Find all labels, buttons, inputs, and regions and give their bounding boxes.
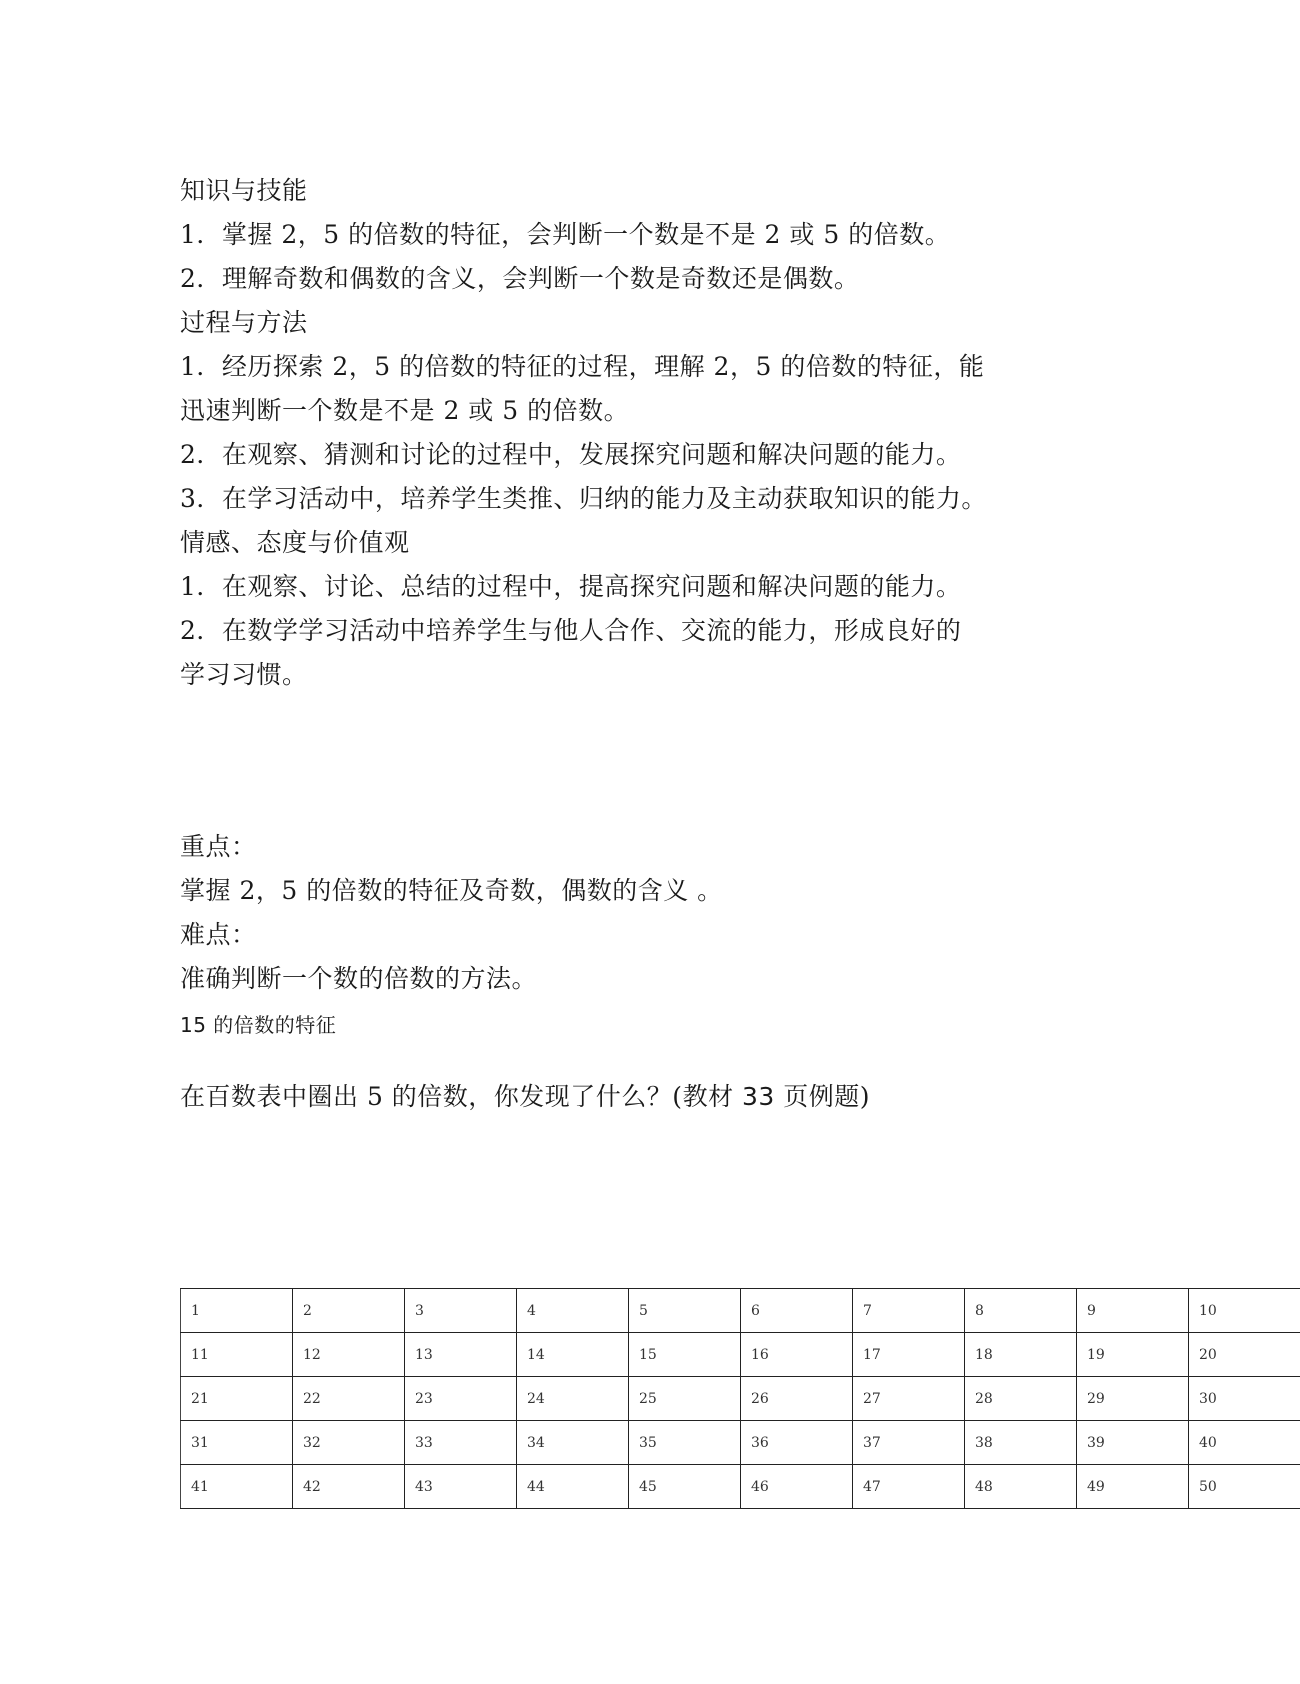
table-cell: 44: [517, 1465, 629, 1509]
table-cell: 48: [965, 1465, 1077, 1509]
subtitle: 15 的倍数的特征: [180, 1013, 337, 1037]
question-close: ): [859, 1082, 871, 1111]
table-cell: 18: [965, 1333, 1077, 1377]
table-cell: 33: [405, 1421, 517, 1465]
question-text: 在百数表中圈出 5 的倍数，你发现了什么？(: [180, 1082, 683, 1111]
knowledge-item-2: 2．理解奇数和偶数的含义，会判断一个数是奇数还是偶数。: [180, 264, 860, 293]
table-cell: 4: [517, 1289, 629, 1333]
table-cell: 19: [1077, 1333, 1189, 1377]
table-cell: 29: [1077, 1377, 1189, 1421]
table-row: [181, 1377, 1300, 1421]
table-cell: 3: [405, 1289, 517, 1333]
table-cell: 28: [965, 1377, 1077, 1421]
table-cell: 9: [1077, 1289, 1189, 1333]
table-cell: 32: [293, 1421, 405, 1465]
knowledge-item-1: 1．掌握 2，5 的倍数的特征，会判断一个数是不是 2 或 5 的倍数。: [180, 220, 951, 249]
table-cell: 27: [853, 1377, 965, 1421]
table-row: [181, 1465, 1300, 1509]
table-cell: 36: [741, 1421, 853, 1465]
table-cell: 2: [293, 1289, 405, 1333]
process-item-2: 2．在观察、猜测和讨论的过程中，发展探究问题和解决问题的能力。: [180, 440, 962, 469]
table-cell: 15: [629, 1333, 741, 1377]
table-cell: 11: [181, 1333, 293, 1377]
question-ref: 教材 33 页例题: [682, 1082, 860, 1111]
table-cell: 25: [629, 1377, 741, 1421]
table-cell: 23: [405, 1377, 517, 1421]
heading-knowledge: 知识与技能: [180, 176, 308, 205]
table-cell: 31: [181, 1421, 293, 1465]
table-cell: 39: [1077, 1421, 1189, 1465]
table-cell: 24: [517, 1377, 629, 1421]
table-cell: 20: [1189, 1333, 1300, 1377]
table-cell: 42: [293, 1465, 405, 1509]
table-cell: 34: [517, 1421, 629, 1465]
table-cell: 37: [853, 1421, 965, 1465]
heading-attitude: 情感、态度与价值观: [180, 528, 410, 557]
table-cell: 26: [741, 1377, 853, 1421]
difficulty-label: 难点：: [180, 920, 257, 949]
table-row: [181, 1333, 1300, 1377]
key-point-label: 重点：: [180, 832, 257, 861]
attitude-item-1: 1．在观察、讨论、总结的过程中，提高探究问题和解决问题的能力。: [180, 572, 962, 601]
table-row: [181, 1421, 1300, 1465]
table-cell: 8: [965, 1289, 1077, 1333]
table-cell: 45: [629, 1465, 741, 1509]
table-cell: 21: [181, 1377, 293, 1421]
question: [180, 1080, 870, 1114]
process-item-1: 1．经历探索 2，5 的倍数的特征的过程，理解 2，5 的倍数的特征，能: [180, 352, 985, 381]
table-cell: 6: [741, 1289, 853, 1333]
table-cell: 22: [293, 1377, 405, 1421]
table-cell: 41: [181, 1465, 293, 1509]
difficulty-text: 准确判断一个数的倍数的方法。: [180, 964, 538, 993]
table-cell: 13: [405, 1333, 517, 1377]
number-table: [180, 1288, 1300, 1509]
key-point-text: 掌握 2，5 的倍数的特征及奇数，偶数的含义 。: [180, 876, 723, 905]
process-item-3: 3．在学习活动中，培养学生类推、归纳的能力及主动获取知识的能力。: [180, 484, 987, 513]
table-cell: 49: [1077, 1465, 1189, 1509]
table-cell: 7: [853, 1289, 965, 1333]
table-row: [181, 1289, 1300, 1333]
process-item-1-cont: 迅速判断一个数是不是 2 或 5 的倍数。: [180, 396, 630, 425]
number-table-body: [181, 1289, 1300, 1509]
table-cell: 12: [293, 1333, 405, 1377]
table-cell: 40: [1189, 1421, 1300, 1465]
table-cell: 1: [181, 1289, 293, 1333]
attitude-item-2: 2．在数学学习活动中培养学生与他人合作、交流的能力，形成良好的: [180, 616, 962, 645]
attitude-item-2-cont: 学习习惯。: [180, 660, 308, 689]
table-cell: 38: [965, 1421, 1077, 1465]
table-cell: 5: [629, 1289, 741, 1333]
table-cell: 46: [741, 1465, 853, 1509]
heading-process: 过程与方法: [180, 308, 308, 337]
table-cell: 35: [629, 1421, 741, 1465]
table-cell: 14: [517, 1333, 629, 1377]
table-cell: 47: [853, 1465, 965, 1509]
table-cell: 16: [741, 1333, 853, 1377]
table-cell: 43: [405, 1465, 517, 1509]
table-cell: 50: [1189, 1465, 1300, 1509]
table-cell: 17: [853, 1333, 965, 1377]
table-cell: 10: [1189, 1289, 1300, 1333]
table-cell: 30: [1189, 1377, 1300, 1421]
